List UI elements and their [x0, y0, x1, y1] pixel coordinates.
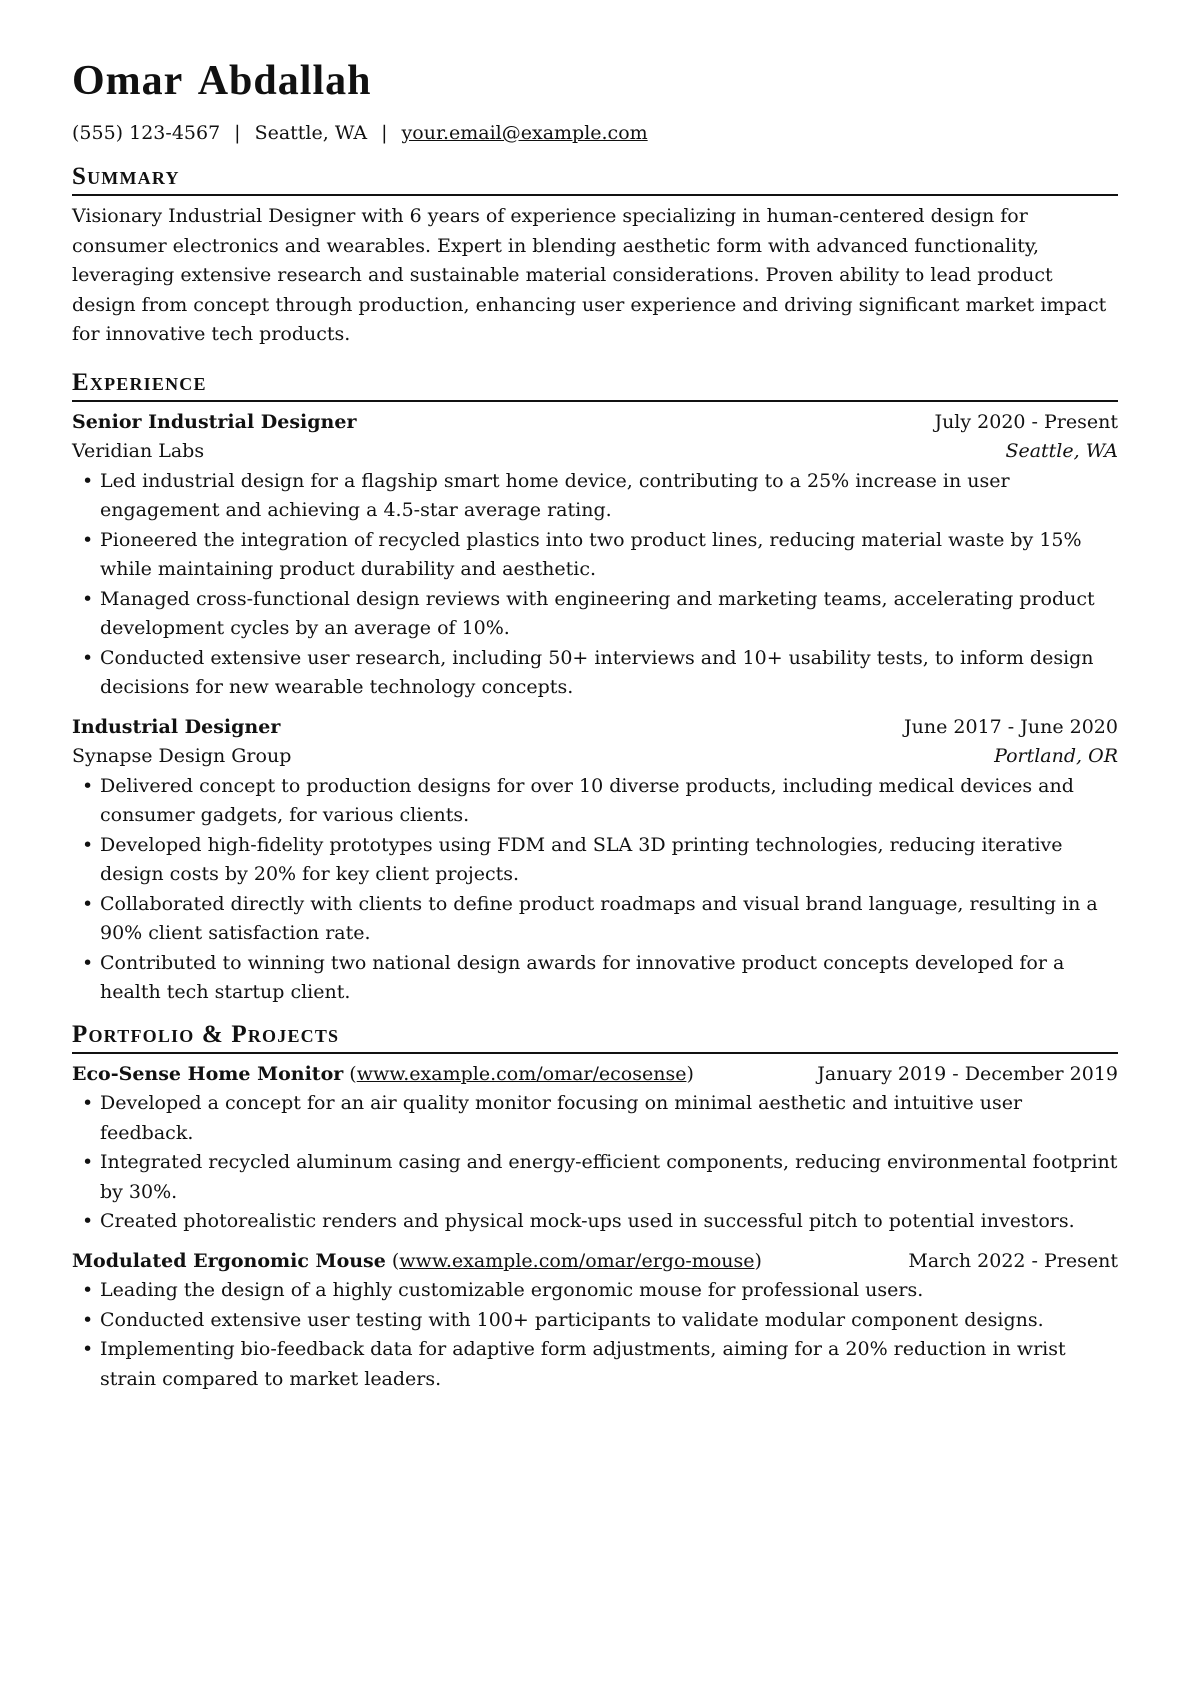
bullet-item: [72, 890, 1118, 949]
project-heading: Eco-Sense Home Monitor (www.example.com/omar/ecosense): [72, 1062, 694, 1085]
job-location: Portland, OR: [994, 745, 1118, 767]
job-dates: June 2017 - June 2020: [904, 715, 1118, 738]
job-bullets: [72, 772, 1118, 1008]
candidate-name: Omar Abdallah: [72, 58, 372, 104]
project-header: [72, 1060, 1118, 1090]
bullet-item: [72, 1335, 1118, 1394]
contact-separator: |: [381, 122, 388, 144]
job-role: Senior Industrial Designer: [72, 410, 357, 433]
bullet-item: [72, 831, 1118, 890]
project-header: [72, 1247, 1118, 1277]
project-dates: March 2022 - Present: [908, 1249, 1118, 1272]
project-dates: January 2019 - December 2019: [817, 1062, 1118, 1085]
section-title-experience: Experience: [72, 368, 1118, 402]
bullet-text: Integrated recycled aluminum casing and energy-efficient components, reducing environmental footprint by 30%.: [100, 1151, 1118, 1203]
section-title-summary: Summary: [72, 162, 1118, 196]
bullet-text: Collaborated directly with clients to define product roadmaps and visual brand language, resulting in a 90% client satisfaction rate.: [100, 892, 1098, 944]
bullet-text: Managed cross-functional design reviews with engineering and marketing teams, accelerating product development cycles by an average of 10%.: [100, 587, 1095, 639]
project-entry: [72, 1247, 1118, 1395]
project-bullets: [72, 1276, 1118, 1394]
section-title-projects: Portfolio & Projects: [72, 1020, 1118, 1054]
bullet-item: [72, 526, 1118, 585]
bullet-item: [72, 585, 1118, 644]
bullet-icon: •: [82, 1338, 94, 1360]
bullet-icon: •: [82, 951, 94, 974]
project-heading: Modulated Ergonomic Mouse (www.example.com/omar/ergo-mouse): [72, 1249, 762, 1272]
bullet-item: [72, 1207, 1118, 1237]
bullet-text: Conducted extensive user research, including 50+ interviews and 10+ usability tests, to inform design decisions for new wearable technology concepts.: [100, 646, 1094, 698]
bullet-icon: •: [82, 528, 94, 551]
project-title: Modulated Ergonomic Mouse: [72, 1249, 386, 1272]
job-dates: July 2020 - Present: [934, 410, 1118, 433]
bullet-text: Implementing bio-feedback data for adaptive form adjustments, aiming for a 20% reduction in wrist strain compared to market leaders.: [100, 1338, 1066, 1390]
bullet-icon: •: [82, 1210, 94, 1232]
bullet-item: [72, 772, 1118, 831]
bullet-text: Pioneered the integration of recycled plastics into two product lines, reducing material waste by 15% while maintaining product durability and aesthetic.: [100, 528, 1082, 580]
job-subheader: [72, 742, 1118, 772]
email-link[interactable]: your.email@example.com: [401, 122, 648, 144]
phone-number: (555) 123-4567: [72, 122, 221, 144]
bullet-item: [72, 467, 1118, 526]
bullet-item: [72, 949, 1118, 1008]
contact-separator: |: [234, 122, 241, 144]
job-location: Seattle, WA: [1005, 440, 1118, 462]
bullet-icon: •: [82, 1151, 94, 1173]
project-link[interactable]: www.example.com/omar/ecosense: [356, 1062, 687, 1085]
contact-line: [72, 120, 1118, 146]
bullet-icon: •: [82, 1308, 94, 1331]
bullet-text: Delivered concept to production designs for over 10 diverse products, including medical devices and consumer gadgets, for various clients.: [100, 774, 1074, 826]
experience-section: [72, 368, 1118, 1008]
bullet-icon: •: [82, 646, 94, 669]
summary-text: Visionary Industrial Designer with 6 years of experience specializing in human-centered design for consumer electronics and wearables. Expert in blending aesthetic form with advanced functionality, leveraging extensive research and sustainable material considerations. Proven ability to lead product design from concept through production, enhancing user experience and driving significant market impact for innovative tech products.: [72, 205, 1107, 345]
job-header: [72, 713, 1118, 743]
job-subheader: [72, 437, 1118, 467]
bullet-icon: •: [82, 1279, 94, 1301]
job-company: Synapse Design Group: [72, 745, 292, 767]
project-entry: [72, 1060, 1118, 1237]
job-entry: [72, 713, 1118, 1008]
bullet-text: Contributed to winning two national design awards for innovative product concepts developed for a health tech startup client.: [100, 951, 1065, 1003]
bullet-icon: •: [82, 1092, 94, 1114]
bullet-text: Developed high-fidelity prototypes using FDM and SLA 3D printing technologies, reducing iterative design costs by 20% for key client projects.: [100, 833, 1063, 885]
project-link[interactable]: www.example.com/omar/ergo-mouse: [399, 1249, 755, 1272]
bullet-icon: •: [82, 587, 94, 610]
projects-section: [72, 1020, 1118, 1395]
bullet-icon: •: [82, 774, 94, 797]
bullet-item: [72, 1306, 1118, 1336]
project-title: Eco-Sense Home Monitor: [72, 1062, 344, 1085]
job-bullets: [72, 467, 1118, 703]
bullet-text: Led industrial design for a flagship smart home device, contributing to a 25% increase in user engagement and achieving a 4.5-star average rating.: [100, 469, 1010, 521]
job-header: [72, 408, 1118, 438]
project-bullets: [72, 1089, 1118, 1237]
job-company: Veridian Labs: [72, 440, 205, 462]
bullet-icon: •: [82, 892, 94, 915]
bullet-text: Developed a concept for an air quality monitor focusing on minimal aesthetic and intuitive user feedback.: [100, 1092, 1023, 1144]
bullet-icon: •: [82, 469, 94, 492]
bullet-text: Leading the design of a highly customizable ergonomic mouse for professional users.: [100, 1279, 924, 1301]
contact-location: Seattle, WA: [254, 122, 368, 144]
bullet-text: Conducted extensive user testing with 100+ participants to validate modular component designs.: [100, 1308, 1044, 1331]
bullet-text: Created photorealistic renders and physical mock-ups used in successful pitch to potential investors.: [100, 1210, 1075, 1232]
bullet-item: [72, 1148, 1118, 1207]
job-role: Industrial Designer: [72, 715, 281, 738]
bullet-item: [72, 644, 1118, 703]
bullet-item: [72, 1276, 1118, 1306]
summary-section: [72, 162, 1118, 350]
bullet-icon: •: [82, 833, 94, 856]
bullet-item: [72, 1089, 1118, 1148]
job-entry: [72, 408, 1118, 703]
